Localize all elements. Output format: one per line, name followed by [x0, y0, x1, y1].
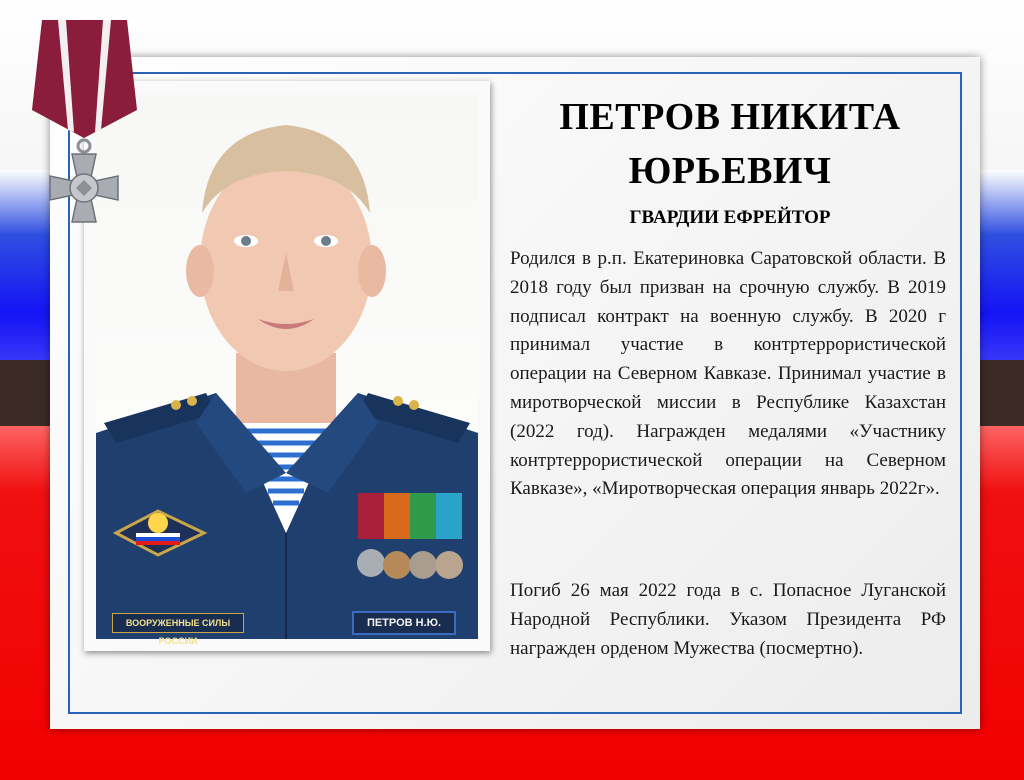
full-name-line-1: ПЕТРОВ НИКИТА	[559, 96, 901, 138]
portrait-illustration	[96, 93, 478, 639]
biography-paragraph-2: Погиб 26 мая 2022 года в с. Попасное Луганской Народной Республики. Указом Президента РФ награжден орденом Мужества (посмертно).	[510, 580, 946, 659]
memorial-card	[50, 57, 980, 729]
sleeve-patch-label: ВООРУЖЕННЫЕ СИЛЫ РОССИИ	[112, 613, 244, 633]
order-of-courage-icon	[22, 20, 147, 255]
full-name-line-2: ЮРЬЕВИЧ	[628, 150, 832, 192]
biography-paragraph-1: Родился в р.п. Екатериновка Саратовской области. В 2018 году был призван на срочную службу. В 2019 подписал контракт на военную службу. В 2020 г принимал участие в контртеррористической операции на Северном Кавказе. Принимал участие в миротворческой миссии в Республике Казахстан (2022 год). Награжден медалями «Участнику контртеррористической операции на Северном Кавказе», «Миротворческая операция январь 2022г».	[510, 248, 946, 500]
portrait-photo	[96, 93, 478, 646]
military-rank: ГВАРДИИ ЕФРЕЙТОР	[629, 207, 831, 228]
name-tag: ПЕТРОВ Н.Ю.	[352, 611, 456, 635]
